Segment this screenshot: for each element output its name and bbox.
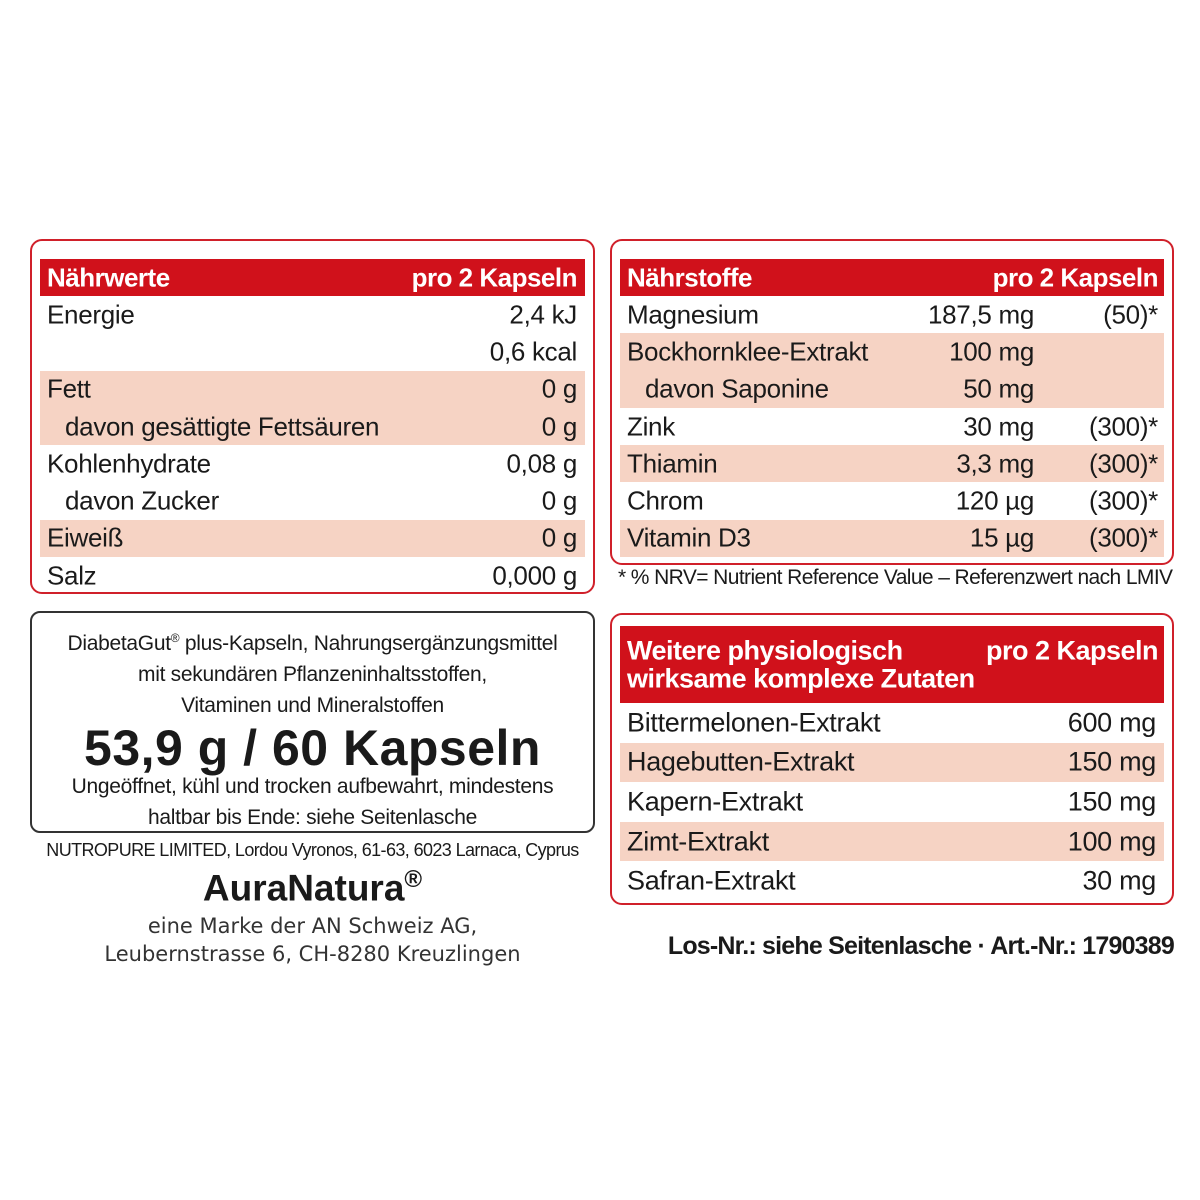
table-row bbox=[620, 520, 1164, 557]
naehrwerte-header bbox=[40, 259, 585, 296]
table-row bbox=[620, 445, 1164, 482]
product-desc-line2: mit sekundären Pflanzeninhaltsstoffen, bbox=[138, 663, 487, 686]
naehrstoffe-header-label: Nährstoffe bbox=[627, 262, 753, 292]
storage-line2: haltbar bis Ende: siehe Seitenlasche bbox=[148, 806, 477, 829]
weitere-zutaten-panel bbox=[610, 613, 1174, 905]
nutrient-name: Energie bbox=[47, 299, 135, 330]
storage-line1: Ungeöffnet, kühl und trocken aufbewahrt, mindestens bbox=[71, 775, 554, 798]
table-row bbox=[620, 296, 1164, 333]
nutrient-value: 0,08 g bbox=[506, 448, 577, 479]
nutrient-value: 0,6 kcal bbox=[489, 336, 577, 367]
product-name: DiabetaGut bbox=[67, 632, 171, 655]
table-row bbox=[620, 371, 1164, 408]
nutrient-amount: 15 µg bbox=[969, 522, 1034, 553]
nutrient-name: Bockhornklee-Extrakt bbox=[627, 336, 869, 367]
nutrient-amount: 100 mg bbox=[949, 336, 1034, 367]
table-row bbox=[40, 445, 585, 482]
nutrient-value: 0 g bbox=[541, 522, 577, 553]
table-row bbox=[620, 743, 1164, 783]
nutrient-name: Fett bbox=[47, 373, 91, 404]
nutrient-value: 2,4 kJ bbox=[509, 299, 577, 330]
nutrient-value: 0 g bbox=[541, 485, 577, 516]
brand-logo-text bbox=[30, 866, 595, 909]
ingredient-value: 600 mg bbox=[1067, 707, 1156, 738]
product-description bbox=[32, 623, 593, 721]
ingredient-name: Zimt-Extrakt bbox=[627, 826, 769, 857]
nutrient-amount: 3,3 mg bbox=[956, 448, 1034, 479]
naehrwerte-header-unit: pro 2 Kapseln bbox=[411, 262, 577, 292]
nutrient-name: Chrom bbox=[627, 485, 704, 516]
nutrient-amount: 187,5 mg bbox=[927, 299, 1034, 330]
nutrient-name: Magnesium bbox=[627, 299, 759, 330]
table-row bbox=[40, 296, 585, 333]
table-row bbox=[40, 408, 585, 445]
nutrient-name: Kohlenhydrate bbox=[47, 448, 211, 479]
net-quantity: 53,9 g / 60 Kapseln bbox=[84, 720, 541, 776]
nutrient-name: Zink bbox=[627, 411, 675, 442]
nutrient-name: davon gesättigte Fettsäuren bbox=[65, 411, 380, 442]
brand-reg-mark: ® bbox=[404, 866, 423, 893]
table-row bbox=[40, 371, 585, 408]
weitere-header-line2: wirksame komplexe Zutaten bbox=[627, 663, 975, 694]
naehrstoffe-header bbox=[620, 259, 1164, 296]
nutrient-name: Eiweiß bbox=[47, 522, 124, 553]
nutrient-value: 0 g bbox=[541, 373, 577, 404]
product-desc-line1: plus-Kapseln, Nahrungsergänzungsmittel bbox=[179, 632, 558, 655]
brand-name: AuraNatura bbox=[202, 867, 405, 909]
nutrient-amount: 120 µg bbox=[955, 485, 1034, 516]
nutrient-nrv: (300)* bbox=[1088, 522, 1158, 553]
ingredient-value: 150 mg bbox=[1067, 786, 1156, 817]
nutrient-value: 0 g bbox=[541, 411, 577, 442]
nutrient-nrv: (50)* bbox=[1103, 299, 1158, 330]
ingredient-name: Hagebutten-Extrakt bbox=[627, 746, 855, 777]
nutrient-nrv: (300)* bbox=[1088, 411, 1158, 442]
nutrient-amount: 30 mg bbox=[963, 411, 1034, 442]
weitere-header-unit: pro 2 Kapseln bbox=[985, 635, 1158, 666]
storage-info bbox=[32, 771, 593, 833]
naehrwerte-header-label: Nährwerte bbox=[47, 262, 170, 292]
naehrwerte-panel bbox=[30, 239, 595, 594]
table-row bbox=[620, 483, 1164, 520]
product-reg-mark: ® bbox=[170, 631, 180, 645]
nutrient-name: Thiamin bbox=[627, 448, 718, 479]
nutrient-amount: 50 mg bbox=[963, 373, 1034, 404]
nutrient-name: davon Zucker bbox=[65, 485, 219, 516]
table-row bbox=[620, 408, 1164, 445]
lot-article-number: Los-Nr.: siehe Seitenlasche · Art.-Nr.: 1790389 bbox=[667, 932, 1174, 960]
product-info-box bbox=[30, 611, 595, 833]
table-row bbox=[40, 333, 585, 370]
nrv-footnote: * % NRV= Nutrient Reference Value – Referenzwert nach LMIV bbox=[618, 566, 1173, 589]
nutrient-name: davon Saponine bbox=[645, 373, 829, 404]
address-line1: eine Marke der AN Schweiz AG, bbox=[147, 914, 478, 938]
table-row bbox=[40, 483, 585, 520]
table-row bbox=[620, 822, 1164, 862]
product-desc-line3: Vitaminen und Mineralstoffen bbox=[181, 694, 444, 717]
brand-address bbox=[30, 912, 595, 968]
nutrient-name: Salz bbox=[47, 560, 97, 591]
weitere-header bbox=[620, 626, 1164, 703]
naehrstoffe-panel bbox=[610, 239, 1174, 565]
table-row bbox=[620, 861, 1164, 901]
address-line2: Leubernstrasse 6, CH-8280 Kreuzlingen bbox=[104, 942, 521, 966]
table-row bbox=[40, 520, 585, 557]
ingredient-value: 30 mg bbox=[1082, 865, 1156, 896]
table-row bbox=[620, 333, 1164, 370]
table-row bbox=[40, 557, 585, 594]
naehrstoffe-header-unit: pro 2 Kapseln bbox=[992, 262, 1158, 292]
table-row bbox=[620, 782, 1164, 822]
ingredient-name: Safran-Extrakt bbox=[627, 865, 796, 896]
ingredient-value: 100 mg bbox=[1067, 826, 1156, 857]
nutrient-nrv: (300)* bbox=[1088, 485, 1158, 516]
nutrient-name: Vitamin D3 bbox=[627, 522, 751, 553]
weitere-header-line1: Weitere physiologisch bbox=[627, 635, 903, 666]
table-row bbox=[620, 703, 1164, 743]
nutrient-value: 0,000 g bbox=[492, 560, 577, 591]
manufacturer-line: NUTROPURE LIMITED, Lordou Vyronos, 61-63, 6023 Larnaca, Cyprus bbox=[46, 840, 579, 860]
ingredient-value: 150 mg bbox=[1067, 746, 1156, 777]
ingredient-name: Kapern-Extrakt bbox=[627, 786, 803, 817]
ingredient-name: Bittermelonen-Extrakt bbox=[627, 707, 881, 738]
nutrient-nrv: (300)* bbox=[1088, 448, 1158, 479]
